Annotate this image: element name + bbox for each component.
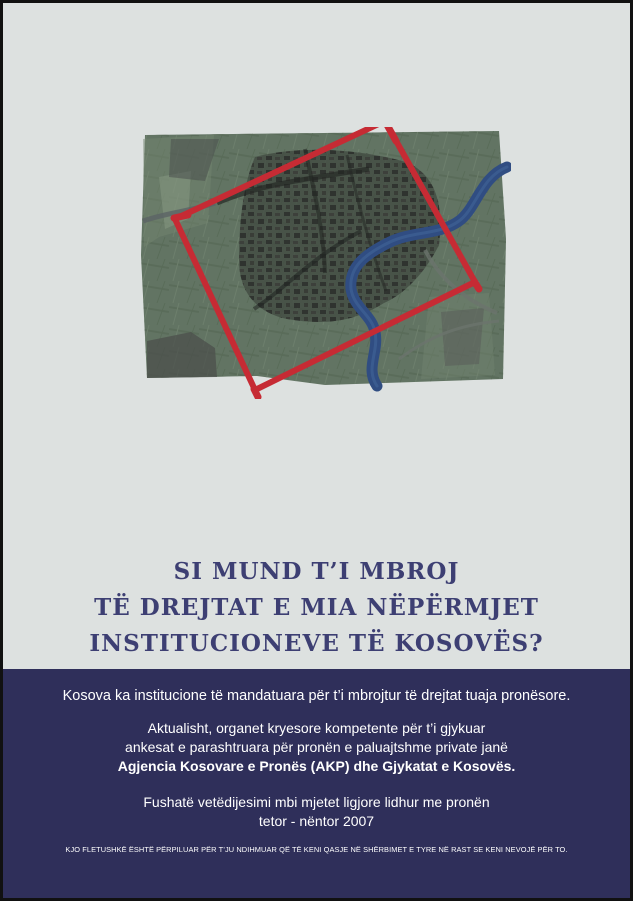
competent-authorities-line-1: Aktualisht, organet kryesore kompetente për t’i gjykuar bbox=[147, 720, 486, 736]
page-title-line-1: SI MUND T’I MBROJ bbox=[173, 558, 460, 586]
campaign-date: tetor - nëntor 2007 bbox=[258, 813, 375, 829]
competent-authorities-line-3: Agjencia Kosovare e Pronës (AKP) dhe Gjykatat e Kosovës. bbox=[117, 758, 516, 774]
page-title-line-3: INSTITUCIONEVE TË KOSOVËS? bbox=[89, 630, 544, 658]
page-title bbox=[3, 554, 630, 662]
city-map-with-red-frame-icon bbox=[139, 127, 511, 399]
campaign-line-1: Fushatë vetëdijesimi mbi mjetet ligjore lidhur me pronën bbox=[143, 794, 490, 810]
competent-authorities-statement bbox=[3, 719, 630, 776]
footer-notice: KJO FLETUSHKË ËSHTË PËRPILUAR PËR T’JU NDIHMUAR QË TË KENI QASJE NË SHËRBIMET E TYRE NË RAST SE KENI NEVOJË PËR TO. bbox=[65, 845, 568, 854]
information-panel bbox=[3, 669, 630, 898]
city-map-illustration bbox=[139, 127, 511, 399]
campaign-statement bbox=[3, 793, 630, 831]
mandate-statement: Kosova ka institucione të mandatuara për t’i mbrojtur të drejtat tuaja pronësore. bbox=[62, 688, 571, 704]
competent-authorities-line-2: ankesat e parashtruara për pronën e paluajtshme private janë bbox=[125, 739, 508, 755]
page-title-line-2: TË DREJTAT E MIA NËPËRMJET bbox=[94, 594, 539, 622]
